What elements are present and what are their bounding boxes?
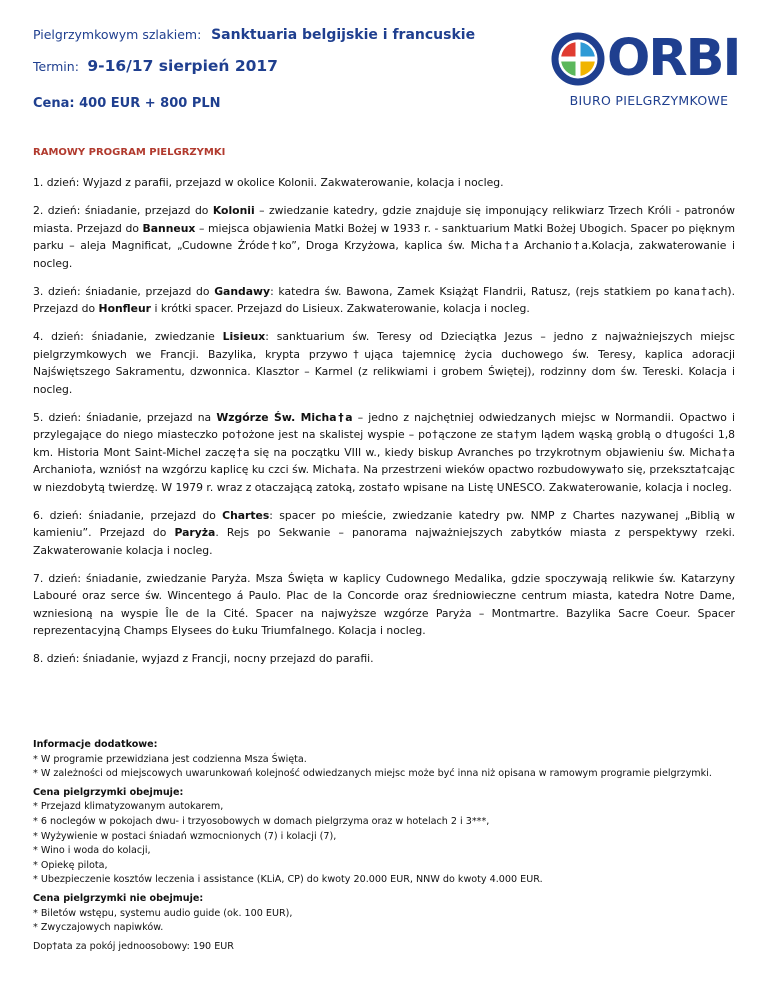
term-value: 9-16/17 sierpień 2017	[87, 57, 278, 75]
day-text: 5. dzień: śniadanie, przejazd na	[33, 410, 217, 424]
day-text: 8. dzień: śniadanie, wyjazd z Francji, nocny przejazd do parafii.	[33, 652, 374, 665]
excludes-item: * Biletów wstępu, systemu audio guide (ok. 100 EUR),	[33, 907, 293, 919]
includes-item: * Wino i woda do kolacji,	[33, 845, 151, 857]
route-line	[33, 27, 475, 43]
day-text: : spacer po mieście, zwiedzanie katedry pw. NMP z Chartes nazywanej „Biblią w kamieniu”. Przejazd do	[33, 508, 735, 539]
place-name: Gandawy	[214, 284, 271, 298]
day-text: 3. dzień: śniadanie, przejazd do	[33, 284, 215, 298]
day-paragraph-3	[33, 283, 735, 318]
place-name: Paryża	[174, 526, 216, 539]
day-text: – miejsca objawienia Matki Bożej w 1933 r. - sanktuarium Matki Bożej Ubogich. Spacer po pięknym parku – aleja Magnificat, „Cudowne Źróde†ko”, Droga Krzyżowa, kaplica św. Micha†a Archanio†a.Kolacja, zakwaterowanie i nocleg.	[33, 221, 735, 270]
place-name: Banneux	[142, 221, 196, 235]
day-text: – jedno z najchętniej odwiedzanych miejsc w Normandii. Opactwo i przylegające do niego miasteczko po†ożone jest na skalistej wyspie – po†ączone ze sta†ym lądem wąską groblą o d†ugości 1,8 km. Historia Mont Saint-Michel zaczę†a się na początku VIII w., kiedy biskup Avranches po trzykrotnym objawieniu św. Micha†a Archanio†a, wzniós† na wzgórzu kaplicę ku czci św. Micha†a. Na przestrzeni wieków opactwo rozbudowywa†o się, przekszta†cając w niezdobytą twierdzę. W 1979 r. wraz z otaczającą zatoką, zosta†o wpisane na Listę UNESCO. Zakwaterowanie, kolacja i nocleg.	[33, 410, 735, 494]
additional-item: * W programie przewidziana jest codzienna Msza Święta.	[33, 753, 307, 765]
additional-title: Informacje dodatkowe:	[33, 739, 158, 750]
day-paragraph-5	[33, 409, 735, 497]
single-room-surcharge: Dop†ata za pokój jednoosobowy: 190 EUR	[33, 940, 234, 952]
place-name: Wzgórze Św. Micha†a	[216, 410, 353, 424]
globe-icon	[551, 32, 605, 86]
day-text: 4. dzień: śniadanie, zwiedzanie	[33, 330, 223, 343]
day-paragraph-6	[33, 507, 735, 560]
additional-item: * W zależności od miejscowych uwarunkowań kolejność odwiedzanych miejsc może być inna niż opisana w ramowym programie pielgrzymki.	[33, 768, 712, 780]
term-label: Termin:	[33, 59, 79, 74]
day-text: 7. dzień: śniadanie, zwiedzanie Paryża. Msza Święta w kaplicy Cudownego Medalika, gdzie spoczywają relikwie św. Katarzyny Labouré oraz serce św. Wincentego á Paulo. Plac de la Concorde oraz średniowieczne centrum miasta, katedra Notre Dame, wzniesioną na wyspie Île de la Cité. Spacer na najwyższe wzgórze Paryża – Montmartre. Bazylika Sacre Coeur. Spacer reprezentacyjną Champs Elysees do Łuku Triumfalnego. Kolacja i nocleg.	[33, 571, 735, 637]
includes-item: * Przejazd klimatyzowanym autokarem,	[33, 801, 224, 813]
day-text: 2. dzień: śniadanie, przejazd do	[33, 204, 213, 217]
includes-item: * 6 noclegów w pokojach dwu- i trzyosobowych w domach pielgrzyma oraz w hotelach 2 i 3***,	[33, 815, 490, 827]
day-paragraph-4	[33, 328, 735, 398]
day-text: : sanktuarium św. Teresy od Dzieciątka Jezus – jedno z najważniejszych miejsc pielgrzymkowych we Francji. Bazylika, krypta przywo†ująca tajemnicę życia duchowego św. Teresy, kaplica adoracji Najświętszego Sakramentu, dzwonnica. Klasztor – Karmel (z relikwiami i grobem Świętej), rodzinny dom św. Tereski. Kolacja i nocleg.	[33, 330, 735, 396]
orbi-logo	[549, 28, 749, 118]
includes-item: * Ubezpieczenie kosztów leczenia i assistance (KLiA, CP) do kwoty 20.000 EUR, NNW do kwoty 4.000 EUR.	[33, 874, 543, 886]
day-paragraph-8	[33, 650, 735, 668]
excludes-title: Cena pielgrzymki nie obejmuje:	[33, 892, 204, 904]
place-name: Lisieux	[222, 330, 266, 343]
logo-subtitle: BIURO PIELGRZYMKOWE	[569, 93, 729, 108]
day-text: . Rejs po Sekwanie – panorama najważniejszych zabytków miasta z perspektywy rzeki. Zakwaterowanie kolacja i nocleg.	[33, 526, 736, 557]
excludes-item: * Zwyczajowych napiwków.	[33, 922, 164, 934]
logo-name: ORBI	[607, 29, 740, 88]
term-line	[33, 57, 278, 76]
includes-item: * Opiekę pilota,	[33, 859, 108, 871]
pilgrimage-title: Sanktuaria belgijskie i francuskie	[211, 27, 476, 43]
program-days	[33, 174, 735, 678]
includes-title: Cena pielgrzymki obejmuje:	[33, 786, 184, 798]
price: Cena: 400 EUR + 800 PLN	[33, 96, 221, 111]
program-title: RAMOWY PROGRAM PIELGRZYMKI	[33, 147, 226, 158]
day-text: 6. dzień: śniadanie, przejazd do	[33, 508, 223, 522]
day-paragraph-7	[33, 570, 735, 640]
day-text: – zwiedzanie katedry, gdzie znajduje się imponujący relikwiarz Trzech Króli - patronów miasta. Przejazd do	[33, 204, 735, 235]
day-paragraph-1	[33, 174, 735, 192]
additional-info	[33, 738, 735, 954]
day-paragraph-2	[33, 202, 735, 272]
place-name: Honfleur	[98, 302, 152, 315]
route-label: Pielgrzymkowym szlakiem:	[33, 27, 202, 42]
place-name: Kolonii	[212, 204, 255, 217]
day-text: : katedra św. Bawona, Zamek Książąt Flandrii, Ratusz, (rejs statkiem po kana†ach). Przejazd do	[33, 284, 735, 315]
includes-item: * Wyżywienie w postaci śniadań wzmocnionych (7) i kolacji (7),	[33, 830, 337, 842]
day-text: 1. dzień: Wyjazd z parafii, przejazd w okolice Kolonii. Zakwaterowanie, kolacja i nocleg.	[33, 176, 504, 189]
day-text: i krótki spacer. Przejazd do Lisieux. Zakwaterowanie, kolacja i nocleg.	[151, 302, 530, 315]
place-name: Chartes	[222, 508, 270, 522]
